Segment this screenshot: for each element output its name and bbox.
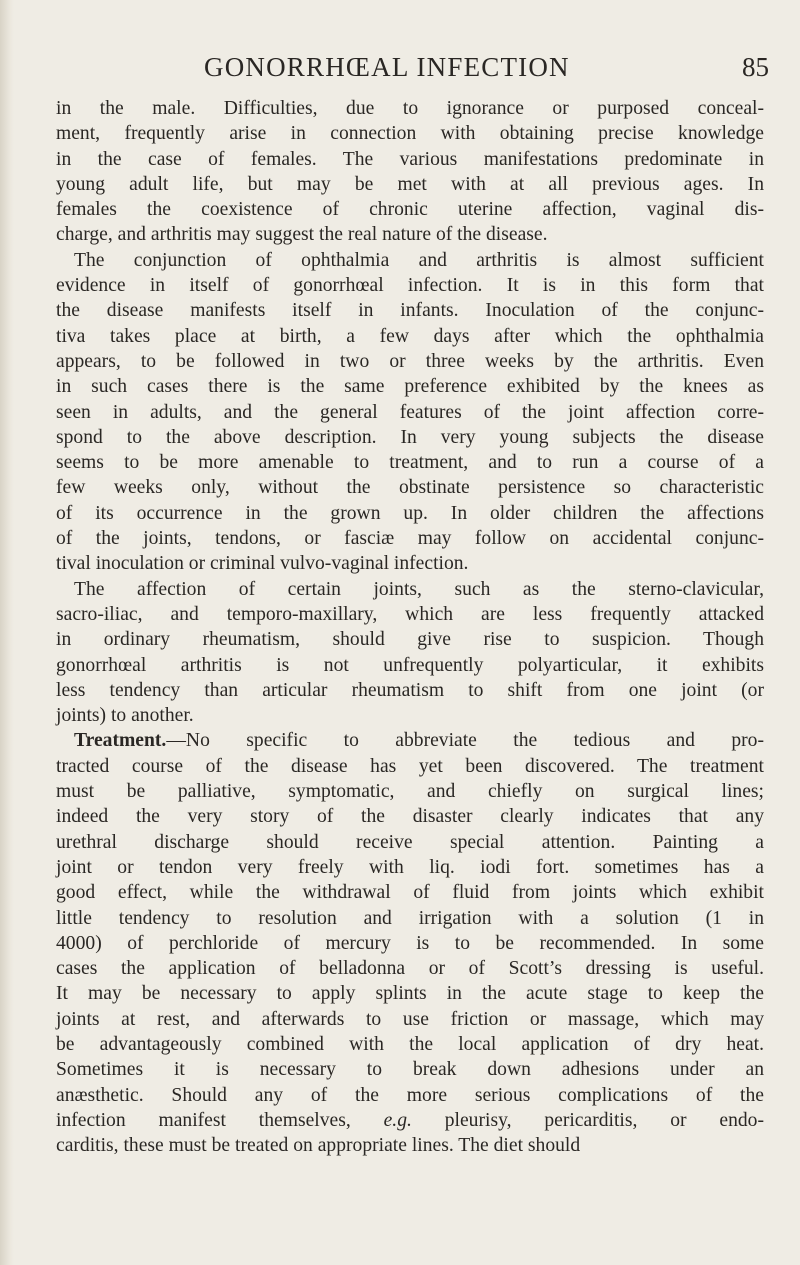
- treatment-heading: Treatment.: [74, 730, 167, 752]
- text-line: seen in adults, and the general features of the joint affection corre-: [56, 401, 764, 423]
- text-line: tiva takes place at birth, a few days after which the ophthalmia: [56, 325, 764, 347]
- body-text: [56, 96, 764, 1158]
- text-line: in such cases there is the same preference exhibited by the knees as: [56, 376, 764, 398]
- text-run: —No specific to abbreviate the tedious and pro-: [166, 730, 764, 752]
- text-line: must be palliative, symptomatic, and chiefly on surgical lines;: [56, 781, 764, 803]
- text-line: appears, to be followed in two or three weeks by the arthritis. Even: [56, 350, 764, 372]
- text-line: joint or tendon very freely with liq. iodi fort. sometimes has a: [56, 856, 764, 878]
- page-header: [0, 52, 800, 92]
- text-line: urethral discharge should receive special attention. Painting a: [56, 831, 764, 853]
- text-line: The conjunction of ophthalmia and arthritis is almost sufficient: [74, 249, 764, 271]
- text-line: gonorrhœal arthritis is not unfrequently polyarticular, it exhibits: [56, 654, 764, 676]
- text-line: good effect, while the withdrawal of fluid from joints which exhibit: [56, 882, 764, 904]
- text-line: in the male. Difficulties, due to ignorance or purposed conceal-: [56, 98, 764, 119]
- text-line: It may be necessary to apply splints in the acute stage to keep the: [56, 983, 764, 1005]
- text-line: little tendency to resolution and irrigation with a solution (1 in: [56, 907, 764, 929]
- text-line: 4000) of perchloride of mercury is to be recommended. In some: [56, 932, 764, 954]
- text-line: of the joints, tendons, or fasciæ may follow on accidental conjunc-: [56, 528, 764, 550]
- text-line: few weeks only, without the obstinate persistence so characteristic: [56, 477, 764, 499]
- text-run: pleurisy, pericarditis, or endo-: [411, 1109, 764, 1131]
- text-line: in ordinary rheumatism, should give rise to suspicion. Though: [56, 629, 764, 651]
- text-line: be advantageously combined with the local application of dry heat.: [56, 1033, 764, 1055]
- text-line: carditis, these must be treated on appropriate lines. The diet should: [56, 1135, 581, 1157]
- text-line: young adult life, but may be met with at all previous ages. In: [56, 173, 764, 195]
- text-line: in the case of females. The various manifestations predominate in: [56, 148, 764, 170]
- text-line: charge, and arthritis may suggest the real nature of the disease.: [56, 224, 548, 246]
- text-line: the disease manifests itself in infants. Inoculation of the conjunc-: [56, 300, 764, 322]
- text-line: indeed the very story of the disaster clearly indicates that any: [56, 806, 764, 828]
- text-line: spond to the above description. In very young subjects the disease: [56, 426, 764, 448]
- text-line: sacro-iliac, and temporo-maxillary, which are less frequently attacked: [56, 603, 764, 625]
- text-line: of its occurrence in the grown up. In older children the affections: [56, 502, 764, 524]
- text-line: tival inoculation or criminal vulvo-vaginal infection.: [56, 553, 469, 575]
- text-line: [56, 1108, 764, 1133]
- text-line: cases the application of belladonna or of Scott’s dressing is useful.: [56, 958, 764, 980]
- text-line: [56, 728, 764, 753]
- text-run: infection manifest themselves,: [56, 1109, 351, 1131]
- text-line: less tendency than articular rheumatism to shift from one joint (or: [56, 679, 764, 701]
- page-edge: [0, 0, 14, 1265]
- text-line: ment, frequently arise in connection with obtaining precise knowledge: [56, 123, 764, 145]
- text-line: seems to be more amenable to treatment, and to run a course of a: [56, 452, 764, 474]
- text-line: The affection of certain joints, such as the sterno-clavicular,: [74, 578, 764, 600]
- running-title: GONORRHŒAL INFECTION: [204, 52, 570, 82]
- eg-abbreviation: e.g.: [383, 1109, 412, 1131]
- page-number: 85: [742, 52, 769, 82]
- text-line: joints at rest, and afterwards to use friction or massage, which may: [56, 1008, 764, 1030]
- text-line: Sometimes it is necessary to break down adhesions under an: [56, 1059, 764, 1081]
- text-line: joints) to another.: [56, 705, 194, 727]
- text-line: evidence in itself of gonorrhœal infection. It is in this form that: [56, 275, 764, 297]
- text-line: tracted course of the disease has yet been discovered. The treatment: [56, 755, 764, 777]
- text-line: females the coexistence of chronic uterine affection, vaginal dis-: [56, 199, 764, 221]
- text-line: anæsthetic. Should any of the more serious complications of the: [56, 1084, 764, 1106]
